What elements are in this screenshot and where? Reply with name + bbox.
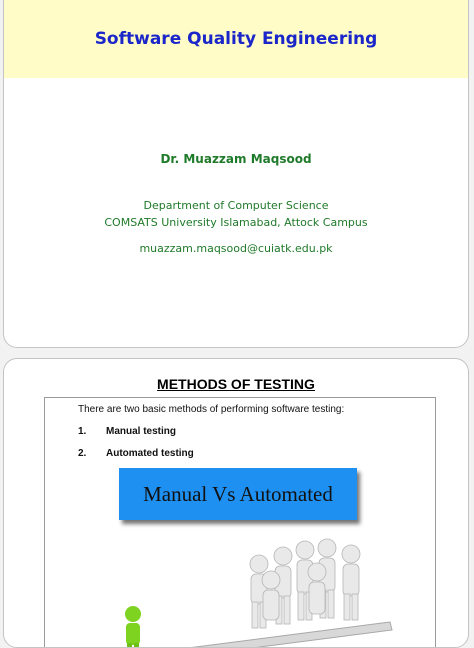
white-people-group-icon — [250, 539, 360, 628]
seesaw-board — [110, 622, 392, 648]
methods-title: METHODS OF TESTING — [157, 376, 315, 392]
affiliation — [4, 197, 468, 231]
list-item-automated — [78, 448, 194, 459]
author-email: muazzam.maqsood@cuiatk.edu.pk — [139, 242, 333, 255]
list-label: Manual testing — [106, 426, 177, 437]
banner-text: Manual Vs Automated — [143, 481, 333, 506]
university: COMSATS University Islamabad, Attock Campus — [104, 216, 368, 229]
slide-1 — [3, 0, 469, 348]
content-box — [44, 397, 436, 648]
slide-title: Software Quality Engineering — [94, 29, 378, 49]
list-item-manual — [78, 426, 176, 437]
intro-text: There are two basic methods of performing software testing: — [78, 404, 345, 415]
department: Department of Computer Science — [143, 199, 329, 212]
list-label: Automated testing — [106, 448, 194, 459]
list-number: 1. — [78, 426, 87, 437]
green-person-icon — [125, 606, 141, 648]
title-band — [4, 0, 468, 78]
manual-vs-automated-banner — [119, 468, 357, 520]
list-number: 2. — [78, 448, 87, 459]
slide-2 — [3, 358, 469, 648]
author-name: Dr. Muazzam Maqsood — [160, 152, 312, 166]
seesaw-figures-illustration — [105, 530, 395, 648]
